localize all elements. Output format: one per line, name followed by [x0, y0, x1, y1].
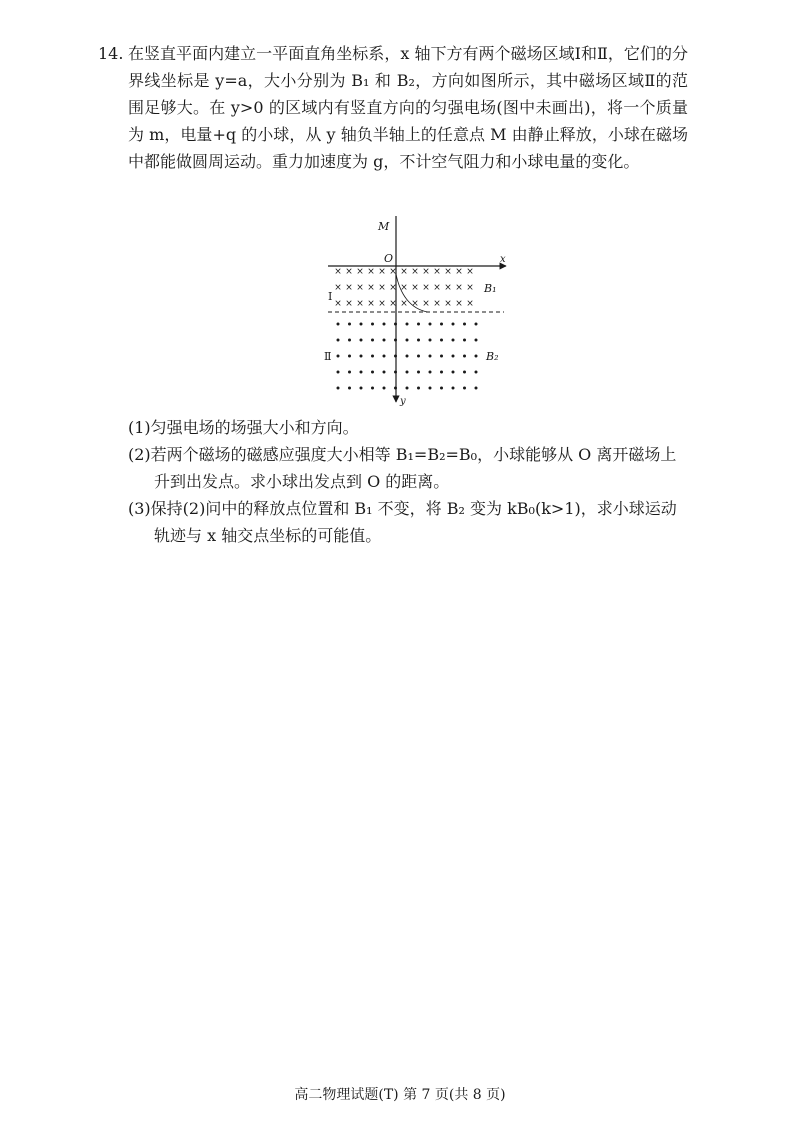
dot-symbol [337, 323, 340, 326]
dot-symbol [383, 355, 386, 358]
cross-symbol: × [422, 267, 430, 277]
cross-symbol: × [433, 299, 441, 309]
label-B2: B₂ [486, 350, 499, 363]
dot-symbol [360, 387, 363, 390]
dot-symbol [452, 355, 455, 358]
region2-dot-symbols [337, 323, 478, 390]
dot-symbol [463, 371, 466, 374]
region1-cross-symbols [334, 267, 474, 309]
cross-symbol: × [411, 283, 419, 293]
cross-symbol: × [422, 283, 430, 293]
cross-symbol: × [455, 267, 463, 277]
page-footer: 高二物理试题(T) 第 7 页(共 8 页) [294, 1087, 506, 1103]
cross-symbol: × [411, 299, 419, 309]
dot-symbol [406, 339, 409, 342]
cross-symbol: × [345, 283, 353, 293]
label-y: y [400, 396, 406, 407]
dot-symbol [337, 355, 340, 358]
dot-symbol [348, 387, 351, 390]
cross-symbol: × [389, 283, 397, 293]
dot-symbol [348, 323, 351, 326]
dot-symbol [394, 323, 397, 326]
dot-symbol [429, 339, 432, 342]
label-B1: B₁ [484, 282, 497, 295]
dot-symbol [406, 323, 409, 326]
magnetic-field-figure [320, 214, 520, 410]
cross-symbol: × [455, 283, 463, 293]
cross-symbol: × [389, 299, 397, 309]
dot-symbol [337, 339, 340, 342]
dot-symbol [417, 355, 420, 358]
cross-symbol: × [345, 299, 353, 309]
cross-symbol: × [389, 267, 397, 277]
question-2: (2)若两个磁场的磁感应强度大小相等 B₁=B₂=B₀，小球能够从 O 离开磁场上升到出发点。求小球出发点到 O 的距离。 [128, 445, 677, 491]
dot-symbol [360, 339, 363, 342]
sub-questions [128, 414, 688, 549]
dot-symbol [452, 323, 455, 326]
dot-symbol [417, 387, 420, 390]
cross-symbol: × [334, 283, 342, 293]
cross-symbol: × [400, 283, 408, 293]
question-3: (3)保持(2)问中的释放点位置和 B₁ 不变，将 B₂ 变为 kB₀(k>1)，求小球运动轨迹与 x 轴交点坐标的可能值。 [128, 499, 677, 545]
figure-svg [320, 214, 520, 410]
dot-symbol [475, 387, 478, 390]
dot-symbol [383, 339, 386, 342]
dot-symbol [348, 339, 351, 342]
dot-symbol [417, 323, 420, 326]
cross-symbol: × [411, 267, 419, 277]
dot-symbol [417, 371, 420, 374]
dot-symbol [475, 371, 478, 374]
problem-number: 14. [98, 44, 124, 63]
problem-14 [98, 40, 688, 175]
dot-symbol [394, 371, 397, 374]
dot-symbol [452, 387, 455, 390]
label-M: M [378, 220, 390, 233]
dot-symbol [417, 339, 420, 342]
dot-symbol [429, 387, 432, 390]
cross-symbol: × [422, 299, 430, 309]
dot-symbol [371, 371, 374, 374]
dot-symbol [360, 371, 363, 374]
cross-symbol: × [334, 267, 342, 277]
dot-symbol [429, 371, 432, 374]
dot-symbol [394, 387, 397, 390]
dot-symbol [394, 339, 397, 342]
dot-symbol [429, 355, 432, 358]
dot-symbol [348, 355, 351, 358]
cross-symbol: × [400, 299, 408, 309]
dot-symbol [440, 323, 443, 326]
cross-symbol: × [433, 267, 441, 277]
problem-stem: 在竖直平面内建立一平面直角坐标系，x 轴下方有两个磁场区域Ⅰ和Ⅱ，它们的分界线坐标是 y=a，大小分别为 B₁ 和 B₂，方向如图所示，其中磁场区域Ⅱ的范围足够大。在 y>0 的区域内有竖直方向的匀强电场(图中未画出)，将一个质量为 m，电量+q 的小球，从 y 轴负半轴上的任意点 M 由静止释放，小球在磁场中都能做圆周运动。重力加速度为 g，不计空气阻力和小球电量的变化。 [128, 44, 688, 171]
dot-symbol [337, 387, 340, 390]
cross-symbol: × [466, 299, 474, 309]
dot-symbol [440, 387, 443, 390]
dot-symbol [452, 371, 455, 374]
dot-symbol [406, 355, 409, 358]
dot-symbol [440, 371, 443, 374]
cross-symbol: × [378, 283, 386, 293]
dot-symbol [371, 339, 374, 342]
cross-symbol: × [367, 267, 375, 277]
dot-symbol [406, 371, 409, 374]
label-x: x [500, 254, 506, 265]
cross-symbol: × [345, 267, 353, 277]
dot-symbol [475, 323, 478, 326]
dot-symbol [463, 355, 466, 358]
dot-symbol [360, 323, 363, 326]
cross-symbol: × [444, 283, 452, 293]
cross-symbol: × [367, 299, 375, 309]
dot-symbol [383, 323, 386, 326]
cross-symbol: × [356, 267, 364, 277]
dot-symbol [475, 339, 478, 342]
cross-symbol: × [444, 267, 452, 277]
dot-symbol [440, 355, 443, 358]
dot-symbol [360, 355, 363, 358]
dot-symbol [452, 339, 455, 342]
label-region2: Ⅱ [324, 350, 332, 363]
dot-symbol [371, 355, 374, 358]
cross-symbol: × [334, 299, 342, 309]
dot-symbol [475, 355, 478, 358]
cross-symbol: × [400, 267, 408, 277]
cross-symbol: × [356, 299, 364, 309]
dot-symbol [406, 387, 409, 390]
cross-symbol: × [378, 267, 386, 277]
cross-symbol: × [466, 283, 474, 293]
question-1: (1)匀强电场的场强大小和方向。 [128, 418, 359, 437]
dot-symbol [371, 387, 374, 390]
cross-symbol: × [378, 299, 386, 309]
dot-symbol [383, 371, 386, 374]
dot-symbol [463, 339, 466, 342]
dot-symbol [348, 371, 351, 374]
cross-symbol: × [367, 283, 375, 293]
cross-symbol: × [433, 283, 441, 293]
dot-symbol [337, 371, 340, 374]
cross-symbol: × [455, 299, 463, 309]
dot-symbol [429, 323, 432, 326]
dot-symbol [440, 339, 443, 342]
dot-symbol [463, 387, 466, 390]
cross-symbol: × [444, 299, 452, 309]
dot-symbol [394, 355, 397, 358]
cross-symbol: × [466, 267, 474, 277]
label-region1: Ⅰ [328, 290, 333, 303]
dot-symbol [371, 323, 374, 326]
label-O: O [384, 252, 394, 265]
dot-symbol [383, 387, 386, 390]
dot-symbol [463, 323, 466, 326]
cross-symbol: × [356, 283, 364, 293]
